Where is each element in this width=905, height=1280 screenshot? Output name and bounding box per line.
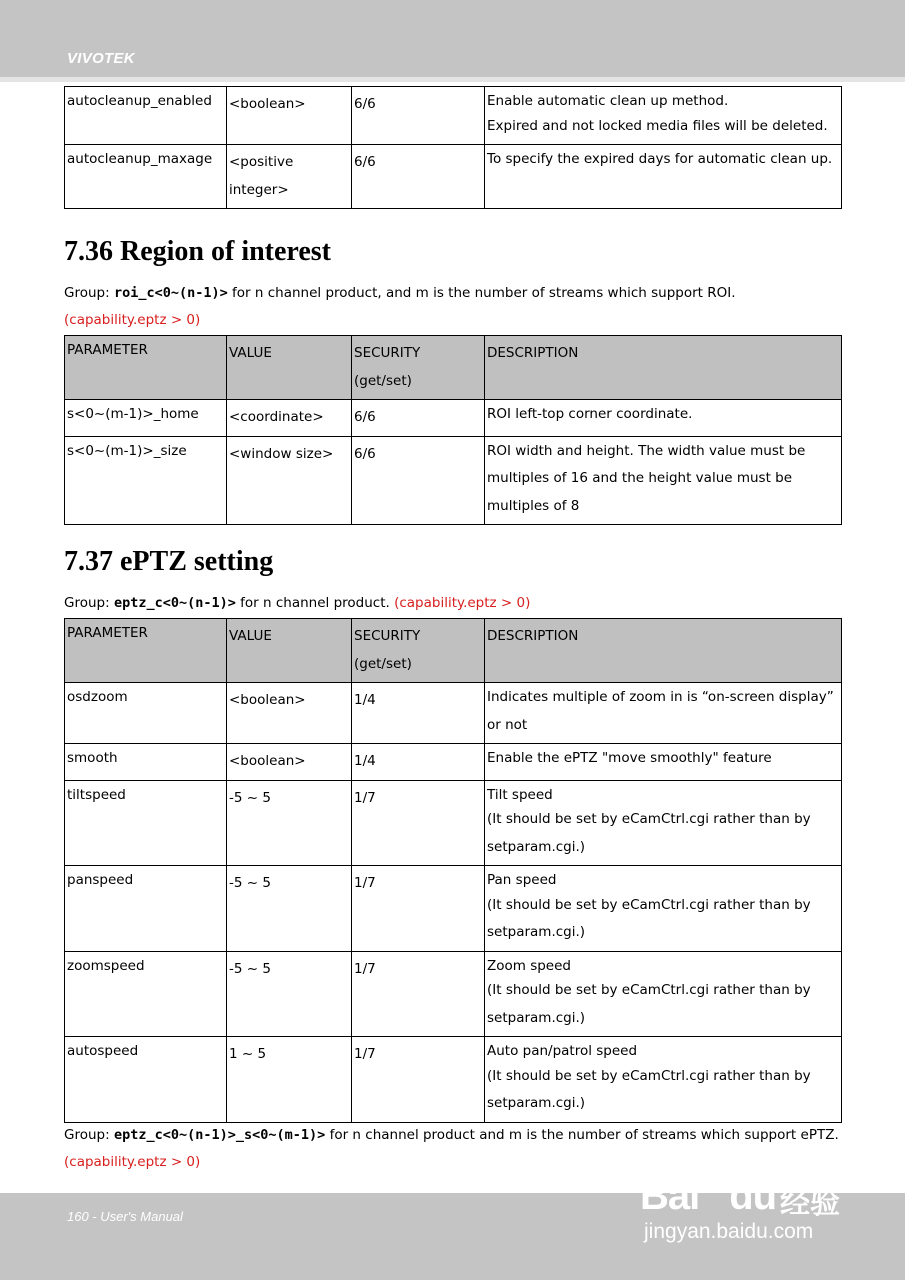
capability-note: (capability.eptz > 0) [64,312,201,328]
description-line: Zoom speed [487,957,571,974]
description-line: Enable automatic clean up method. [487,93,729,109]
brand-logo: VIVOTEK [67,50,135,67]
cell-parameter: s<0~(m-1)>_home [65,400,227,437]
table-row [65,744,842,781]
description-line: Auto pan/patrol speed [487,1043,638,1059]
table-row [65,1037,842,1123]
group-line-eptz-stream: Group: eptz_c<0~(n-1)>_s<0~(m-1)> for n channel product and m is the number of streams which support ePTZ. (capability.eptz > 0) [64,1127,839,1170]
header-parameter: PARAMETER [65,619,227,683]
description-line: Indicates multiple of zoom in is “on-screen display” or not [487,689,834,733]
table-header-row [65,336,842,400]
watermark-logo-2: du [729,1174,777,1218]
header-value: VALUE [227,619,352,683]
cell-value: -5 ~ 5 [227,951,352,1037]
header-security: SECURITY (get/set) [352,619,485,683]
baidu-watermark [640,1148,860,1248]
description-line: Expired and not locked media files will be deleted. [487,117,828,134]
description-line: (It should be set by eCamCtrl.cgi rather than by setparam.cgi.) [487,811,811,855]
watermark-url: jingyan.baidu.com [644,1220,814,1243]
table-row [65,866,842,952]
group-name: eptz_c<0~(n-1)>_s<0~(m-1)> [113,1127,326,1143]
cell-security: 1/7 [352,866,485,952]
cell-value: <positive integer> [227,145,352,209]
cell-description [485,780,842,866]
cell-value: <boolean> [227,87,352,145]
cell-value: -5 ~ 5 [227,780,352,866]
cell-value: <boolean> [227,744,352,781]
cell-parameter: s<0~(m-1)>_size [65,436,227,525]
table-row [65,683,842,744]
table-row [65,436,842,525]
group-name: eptz_c<0~(n-1)> [113,595,236,611]
cell-parameter: osdzoom [65,683,227,744]
cell-security: 1/4 [352,683,485,744]
cell-parameter: autospeed [65,1037,227,1123]
description-line: ROI width and height. The width value must be multiples of 16 and the height value must be multiples of 8 [487,442,806,514]
header-divider [0,77,905,82]
cell-parameter: autocleanup_enabled [65,87,227,145]
table-row [65,951,842,1037]
table-row [65,780,842,866]
cell-security: 1/4 [352,744,485,781]
cell-value: <coordinate> [227,400,352,437]
cell-description [485,744,842,781]
cell-description [485,1037,842,1123]
section-title-eptz: 7.37 ePTZ setting [64,546,274,577]
description-line: (It should be set by eCamCtrl.cgi rather than by setparam.cgi.) [487,982,811,1026]
table-row [65,87,842,145]
cell-security: 6/6 [352,87,485,145]
header-parameter: PARAMETER [65,336,227,400]
header-security: SECURITY (get/set) [352,336,485,400]
watermark-logo: Bai [640,1174,700,1218]
cell-value: 1 ~ 5 [227,1037,352,1123]
description-line: Pan speed [487,872,557,888]
section-title-roi: 7.36 Region of interest [64,236,331,267]
table-row [65,145,842,209]
header-description: DESCRIPTION [485,619,842,683]
cell-description [485,400,842,437]
page-header [0,0,905,77]
description-line: (It should be set by eCamCtrl.cgi rather than by setparam.cgi.) [487,896,811,940]
page-number: 160 - User's Manual [67,1209,183,1224]
cell-description [485,436,842,525]
cell-value: -5 ~ 5 [227,866,352,952]
cell-security: 6/6 [352,145,485,209]
header-description: DESCRIPTION [485,336,842,400]
cell-parameter: panspeed [65,866,227,952]
cell-security: 1/7 [352,951,485,1037]
group-name: roi_c<0~(n-1)> [113,285,228,301]
table-header-row [65,619,842,683]
capability-note: (capability.eptz > 0) [394,595,531,611]
cell-security: 6/6 [352,436,485,525]
cell-parameter: zoomspeed [65,951,227,1037]
cell-parameter: smooth [65,744,227,781]
description-line: ROI left-top corner coordinate. [487,406,693,422]
cell-value: <window size> [227,436,352,525]
cell-parameter: tiltspeed [65,780,227,866]
cell-description [485,87,842,145]
param-table-storage [64,86,842,209]
header-value: VALUE [227,336,352,400]
description-line: Enable the ePTZ "move smoothly" feature [487,750,772,766]
param-table-eptz [64,618,842,1123]
cell-value: <boolean> [227,683,352,744]
watermark-cn: 经验 [780,1186,840,1221]
description-line: To specify the expired days for automatic clean up. [487,151,833,167]
param-table-roi [64,335,842,525]
cell-description [485,951,842,1037]
table-row [65,400,842,437]
group-line-eptz: Group: eptz_c<0~(n-1)> for n channel product. (capability.eptz > 0) [64,595,531,611]
cell-description [485,683,842,744]
description-line: Tilt speed [487,786,553,803]
cell-security: 1/7 [352,780,485,866]
description-line: (It should be set by eCamCtrl.cgi rather than by setparam.cgi.) [487,1067,811,1111]
group-line-roi: Group: roi_c<0~(n-1)> for n channel product, and m is the number of streams which support ROI. (capability.eptz > 0) [64,285,736,328]
cell-security: 6/6 [352,400,485,437]
cell-description [485,145,842,209]
cell-parameter: autocleanup_maxage [65,145,227,209]
cell-description [485,866,842,952]
cell-security: 1/7 [352,1037,485,1123]
capability-note: (capability.eptz > 0) [64,1154,201,1170]
